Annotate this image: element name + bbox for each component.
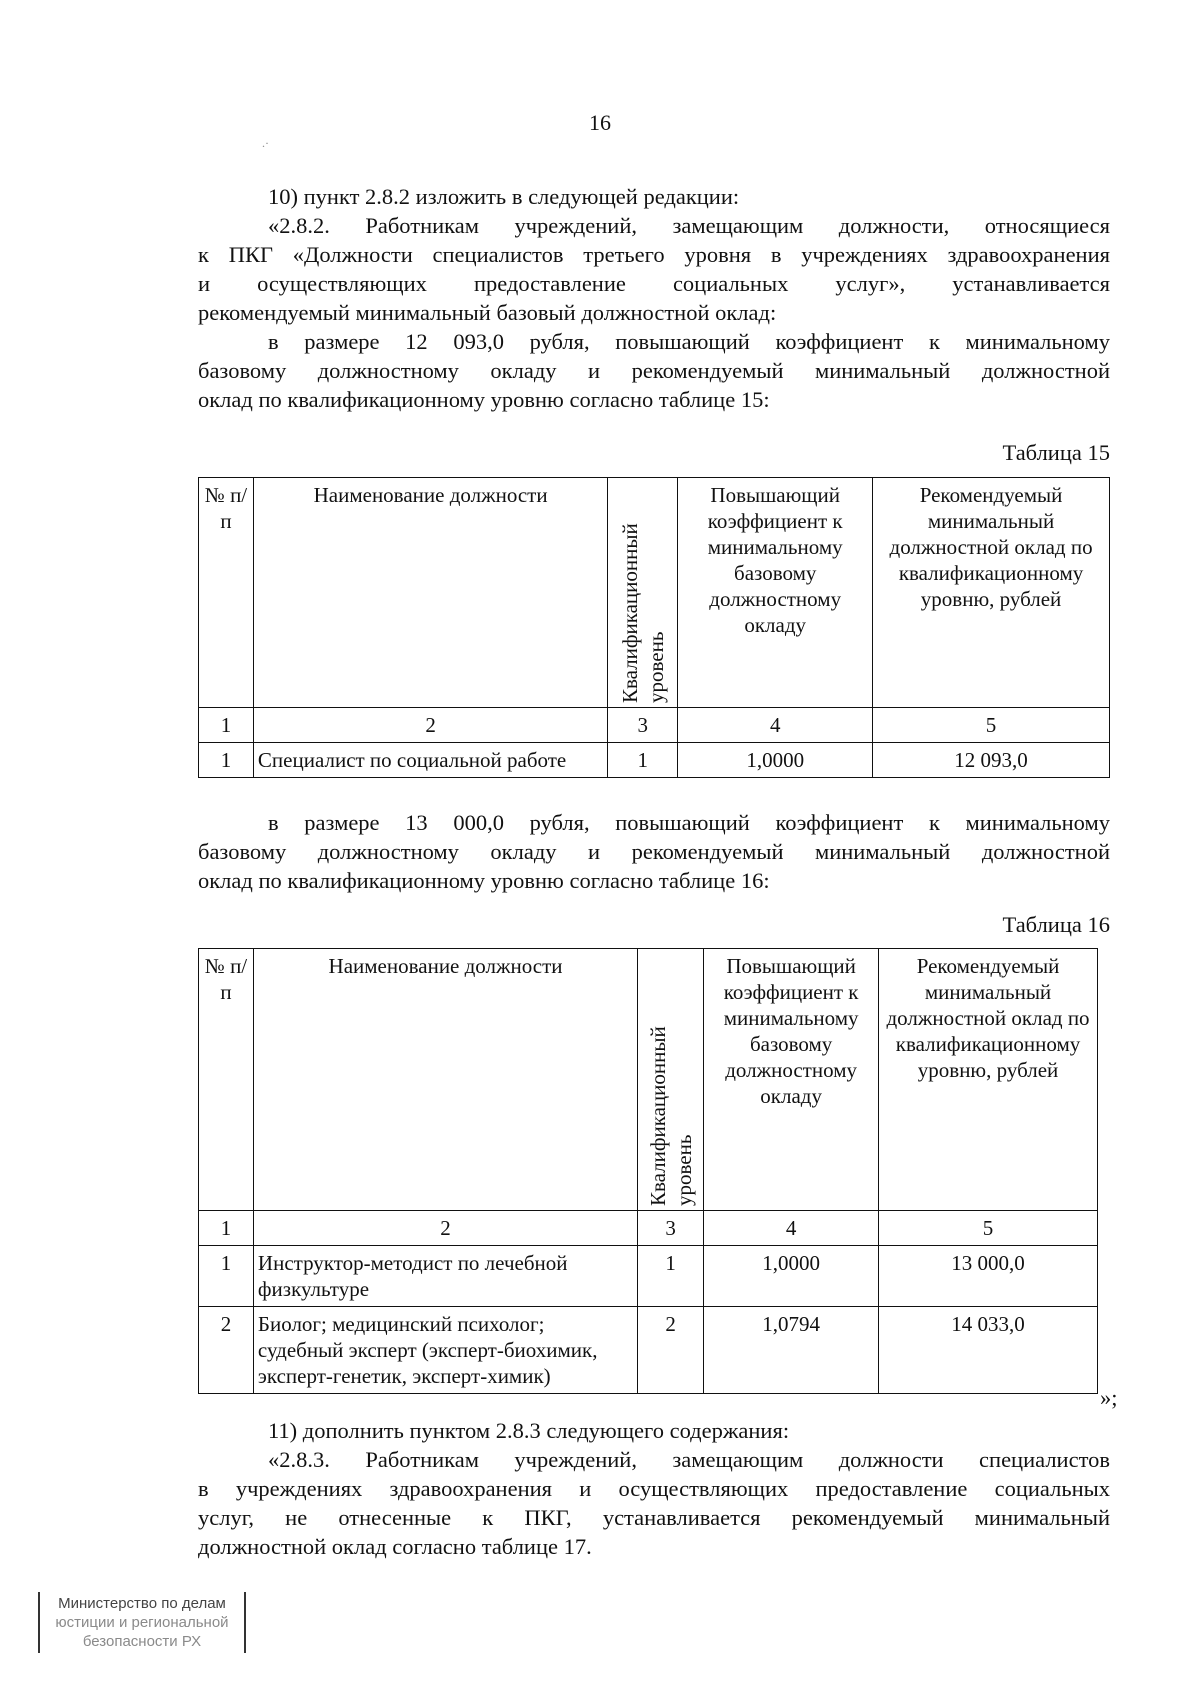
- ministry-stamp: [38, 1592, 246, 1653]
- stamp-line: юстиции и региональной: [55, 1614, 229, 1631]
- size-1-line: оклад по квалификационному уровню согласно таблице 15:: [198, 387, 770, 412]
- header-salary: Рекомендуемый минимальный должностной оклад по квалификационному уровню, рублей: [879, 949, 1098, 1211]
- row-level: 2: [638, 1307, 704, 1394]
- col-number: 5: [879, 1211, 1098, 1246]
- table15: [198, 477, 1110, 778]
- table16-col-numbers: [199, 1211, 1098, 1246]
- col-number: 3: [608, 708, 678, 743]
- header-coef: Повышающий коэффициент к минимальному базовому должностному окладу: [678, 478, 873, 708]
- size-2-block: [198, 808, 1110, 895]
- amendment-10-title: 10) пункт 2.8.2 изложить в следующей редакции:: [268, 184, 740, 209]
- row-coef: 1,0000: [678, 743, 873, 778]
- row-coef: 1,0794: [704, 1307, 879, 1394]
- amendment-11-block: [198, 1416, 1110, 1561]
- header-salary: Рекомендуемый минимальный должностной оклад по квалификационному уровню, рублей: [873, 478, 1110, 708]
- col-number: 2: [253, 1211, 637, 1246]
- stamp-line: безопасности РХ: [82, 1633, 202, 1650]
- clause-283-line: должностной оклад согласно таблице 17.: [198, 1534, 592, 1559]
- row-name: Специалист по социальной работе: [253, 743, 607, 778]
- header-level: Квалификационный уровень: [638, 949, 704, 1211]
- header-name: Наименование должности: [253, 949, 637, 1211]
- table-row: [199, 1246, 1098, 1307]
- stamp-line: Министерство по делам: [58, 1595, 226, 1612]
- clause-282-line: и осуществляющих предоставление социальных услуг», устанавливается: [198, 271, 1110, 296]
- size-1-line: базовому должностному окладу и рекомендуемый минимальный должностной: [198, 358, 1110, 383]
- col-number: 2: [253, 708, 607, 743]
- header-coef: Повышающий коэффициент к минимальному базовому должностному окладу: [704, 949, 879, 1211]
- table16-caption: Таблица 16: [1002, 912, 1110, 937]
- clause-282-line: к ПКГ «Должности специалистов третьего уровня в учреждениях здравоохранения: [198, 242, 1110, 267]
- header-level: Квалификационный уровень: [608, 478, 678, 708]
- amendment-11-title: 11) дополнить пунктом 2.8.3 следующего содержания:: [268, 1418, 790, 1443]
- row-num: 2: [199, 1307, 254, 1394]
- scan-mark: .·: [262, 136, 269, 150]
- col-number: 4: [678, 708, 873, 743]
- header-num: № п/п: [199, 949, 254, 1211]
- col-number: 5: [873, 708, 1110, 743]
- col-number: 4: [704, 1211, 879, 1246]
- header-num: № п/п: [199, 478, 254, 708]
- table15-col-numbers: [199, 708, 1110, 743]
- row-num: 1: [199, 1246, 254, 1307]
- col-number: 3: [638, 1211, 704, 1246]
- quote-end-mark: »;: [1100, 1385, 1118, 1410]
- size-2-line: базовому должностному окладу и рекомендуемый минимальный должностной: [198, 839, 1110, 864]
- table16: [198, 948, 1098, 1394]
- row-salary: 12 093,0: [873, 743, 1110, 778]
- clause-282-line: рекомендуемый минимальный базовый должностной оклад:: [198, 300, 777, 325]
- clause-282-line: «2.8.2. Работникам учреждений, замещающим должности, относящиеся: [268, 213, 1110, 238]
- row-level: 1: [608, 743, 678, 778]
- table-row: [199, 743, 1110, 778]
- amendment-10-block: [198, 182, 1110, 414]
- row-level: 1: [638, 1246, 704, 1307]
- row-coef: 1,0000: [704, 1246, 879, 1307]
- col-number: 1: [199, 1211, 254, 1246]
- table15-caption: Таблица 15: [1002, 440, 1110, 465]
- header-name: Наименование должности: [253, 478, 607, 708]
- row-name: Биолог; медицинский психолог; судебный эксперт (эксперт-биохимик, эксперт-генетик, эксперт-химик): [253, 1307, 637, 1394]
- table-row: [199, 1307, 1098, 1394]
- size-1-line: в размере 12 093,0 рубля, повышающий коэффициент к минимальному: [268, 329, 1110, 354]
- table15-header-row: [199, 478, 1110, 708]
- size-2-line: оклад по квалификационному уровню согласно таблице 16:: [198, 868, 770, 893]
- clause-283-line: в учреждениях здравоохранения и осуществляющих предоставление социальных: [198, 1476, 1110, 1501]
- table16-header-row: [199, 949, 1098, 1211]
- clause-283-line: услуг, не отнесенные к ПКГ, устанавливается рекомендуемый минимальный: [198, 1505, 1110, 1530]
- row-salary: 14 033,0: [879, 1307, 1098, 1394]
- page-number: 16: [589, 110, 611, 135]
- clause-283-line: «2.8.3. Работникам учреждений, замещающим должности специалистов: [268, 1447, 1110, 1472]
- row-salary: 13 000,0: [879, 1246, 1098, 1307]
- row-name: Инструктор-методист по лечебной физкультуре: [253, 1246, 637, 1307]
- row-num: 1: [199, 743, 254, 778]
- col-number: 1: [199, 708, 254, 743]
- size-2-line: в размере 13 000,0 рубля, повышающий коэффициент к минимальному: [268, 810, 1110, 835]
